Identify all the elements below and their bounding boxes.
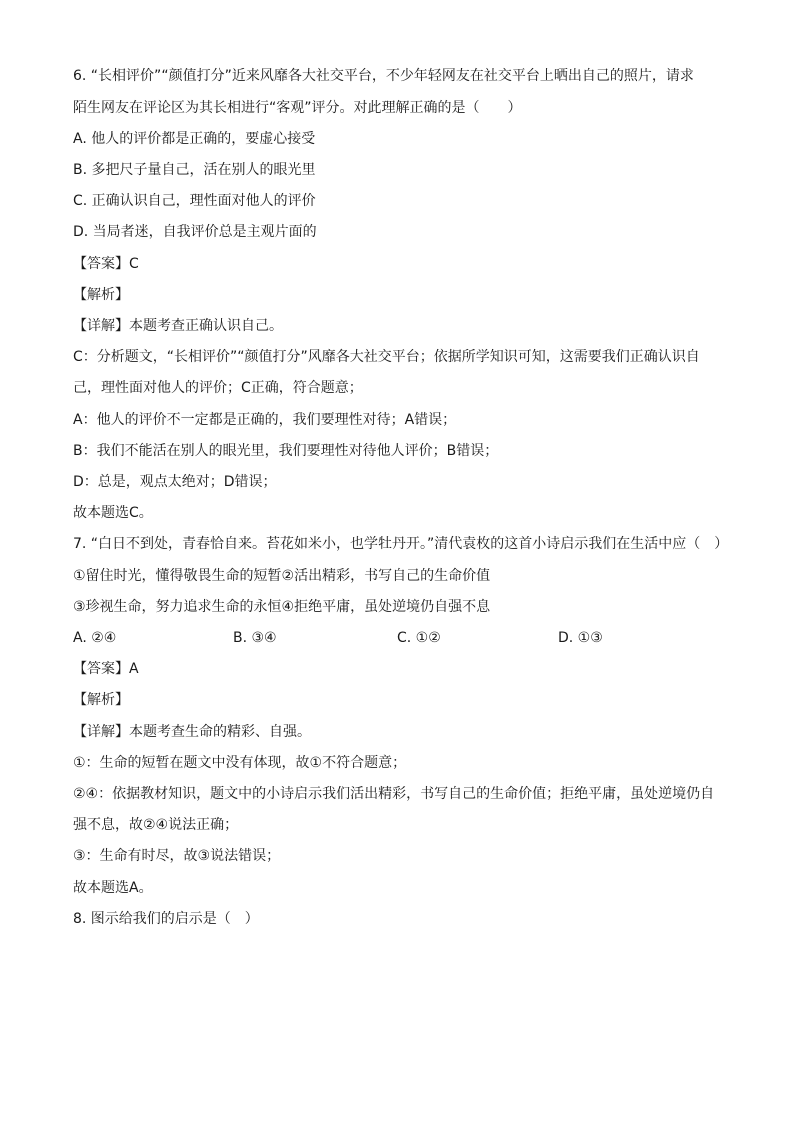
q7-statements-line2: ③珍视生命，努力追求生命的永恒④拒绝平庸，虽处逆境仍自强不息 <box>73 599 491 615</box>
q8-stem: 8. 图示给我们的启示是（ ） <box>73 911 259 927</box>
q6-analysis-heading: 【解析】 <box>73 287 129 303</box>
q7-option-b: B. ③④ <box>233 630 277 646</box>
q6-explanation-c-line2: 己，理性面对他人的评价；C正确，符合题意； <box>73 380 363 396</box>
q7-option-c: C. ①② <box>397 630 441 646</box>
q6-detail: 【详解】本题考查正确认识自己。 <box>73 318 283 334</box>
q7-option-d: D. ①③ <box>558 630 603 646</box>
q7-option-a: A. ②④ <box>73 630 117 646</box>
q7-detail: 【详解】本题考查生命的精彩、自强。 <box>73 724 311 740</box>
q6-stem-line2: 陌生网友在评论区为其长相进行“客观”评分。对此理解正确的是（ ） <box>73 100 522 116</box>
q7-analysis-heading: 【解析】 <box>73 692 129 708</box>
q6-option-d: D. 当局者迷，自我评价总是主观片面的 <box>73 224 317 240</box>
q7-conclusion: 故本题选A。 <box>73 880 153 896</box>
q6-explanation-a: A：他人的评价不一定都是正确的，我们要理性对待；A错误； <box>73 412 457 428</box>
q7-explanation-3: ③：生命有时尽，故③说法错误； <box>73 848 281 864</box>
q7-answer: 【答案】A <box>73 661 139 677</box>
q6-conclusion: 故本题选C。 <box>73 505 153 521</box>
q6-option-c: C. 正确认识自己，理性面对他人的评价 <box>73 193 316 209</box>
q7-statements-line1: ①留住时光，懂得敬畏生命的短暂②活出精彩，书写自己的生命价值 <box>73 568 491 584</box>
q6-stem-line1: 6. “长相评价”“颜值打分”近来风靡各大社交平台，不少年轻网友在社交平台上晒出自己的照片，请求 <box>73 68 694 84</box>
q6-explanation-c-line1: C：分析题文，“长相评价”“颜值打分”风靡各大社交平台；依据所学知识可知，这需要我们正确认识自 <box>73 349 700 365</box>
q6-option-b: B. 多把尺子量自己，活在别人的眼光里 <box>73 162 316 178</box>
q6-explanation-d: D：总是，观点太绝对；D错误； <box>73 474 277 490</box>
q7-explanation-24-line1: ②④：依据教材知识，题文中的小诗启示我们活出精彩，书写自己的生命价值；拒绝平庸，虽处逆境仍自 <box>73 786 715 802</box>
q6-answer: 【答案】C <box>73 256 139 272</box>
q7-explanation-1: ①：生命的短暂在题文中没有体现，故①不符合题意； <box>73 755 407 771</box>
q7-stem: 7. “白日不到处，青春恰自来。苔花如米小，也学牡丹开。”清代袁枚的这首小诗启示我们在生活中应（ ） <box>73 536 729 552</box>
q6-option-a: A. 他人的评价都是正确的，要虚心接受 <box>73 131 316 147</box>
q7-explanation-24-line2: 强不息，故②④说法正确； <box>73 817 239 833</box>
q6-explanation-b: B：我们不能活在别人的眼光里，我们要理性对待他人评价；B错误； <box>73 443 499 459</box>
